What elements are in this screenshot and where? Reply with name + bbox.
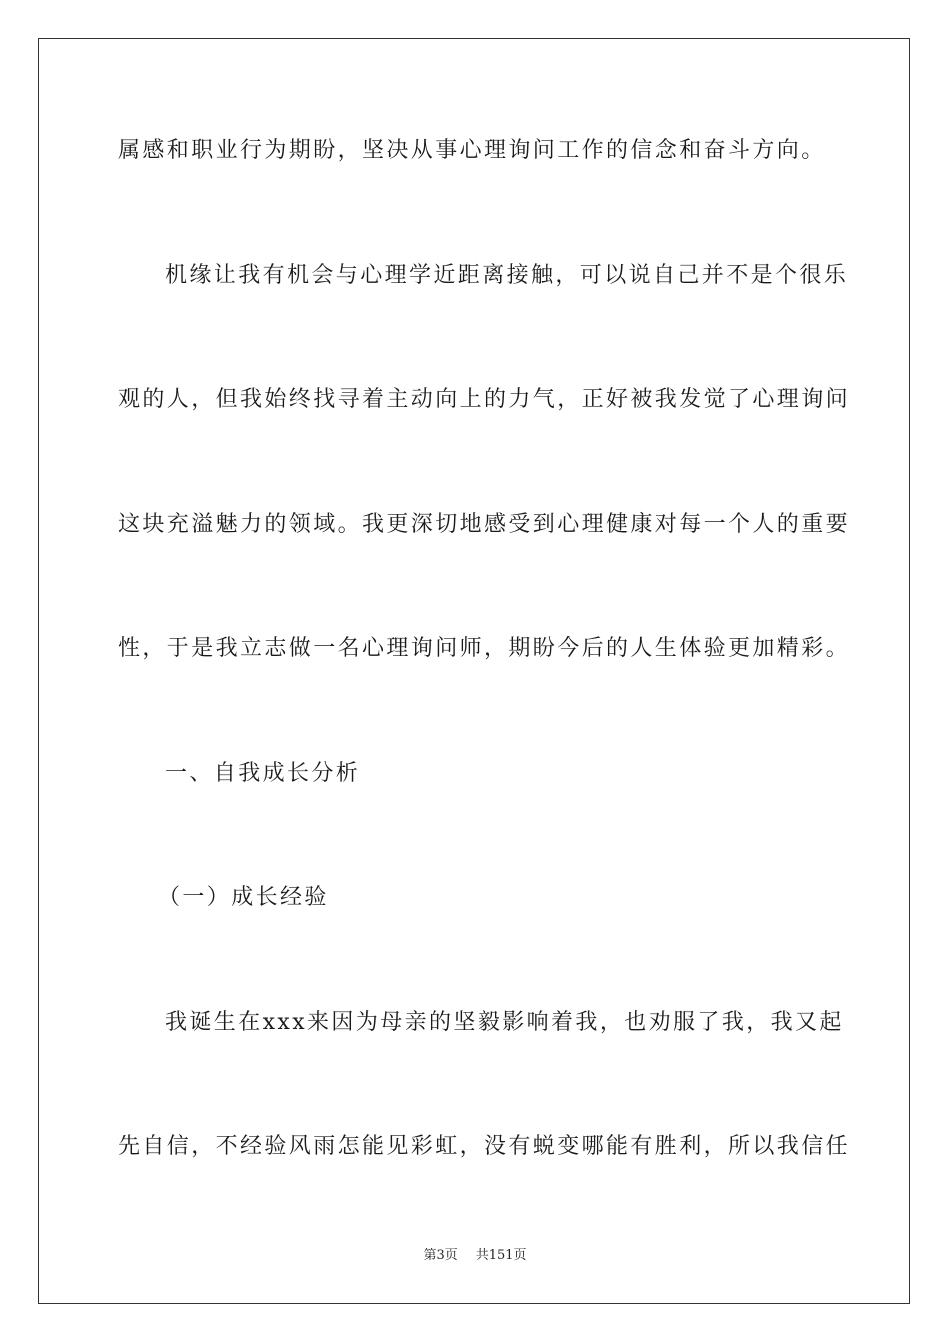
paragraph-line-2: 机缘让我有机会与心理学近距离接触，可以说自己并不是个很乐 [165, 263, 849, 288]
page-number: 第3页 [423, 1248, 458, 1263]
subsection-heading: （一）成长经验 [158, 885, 329, 910]
paragraph-line-1: 属感和职业行为期盼，坚决从事心理询问工作的信念和奋斗方向。 [118, 138, 826, 163]
page-total: 共151页 [475, 1248, 527, 1263]
section-heading: 一、自我成长分析 [165, 761, 361, 786]
paragraph-line-6: 我诞生在xxx来因为母亲的坚毅影响着我，也劝服了我，我又起 [165, 1010, 844, 1035]
paragraph-line-5: 性，于是我立志做一名心理询问师，期盼今后的人生体验更加精彩。 [118, 636, 851, 661]
page-border [38, 38, 910, 1304]
paragraph-line-3: 观的人，但我始终找寻着主动向上的力气，正好被我发觉了心理询问 [118, 387, 851, 412]
paragraph-line-4: 这块充溢魅力的领域。我更深切地感受到心理健康对每一个人的重要 [118, 512, 851, 537]
page-footer [0, 1247, 950, 1265]
paragraph-line-7: 先自信，不经验风雨怎能见彩虹，没有蜕变哪能有胜利，所以我信任 [118, 1134, 851, 1159]
